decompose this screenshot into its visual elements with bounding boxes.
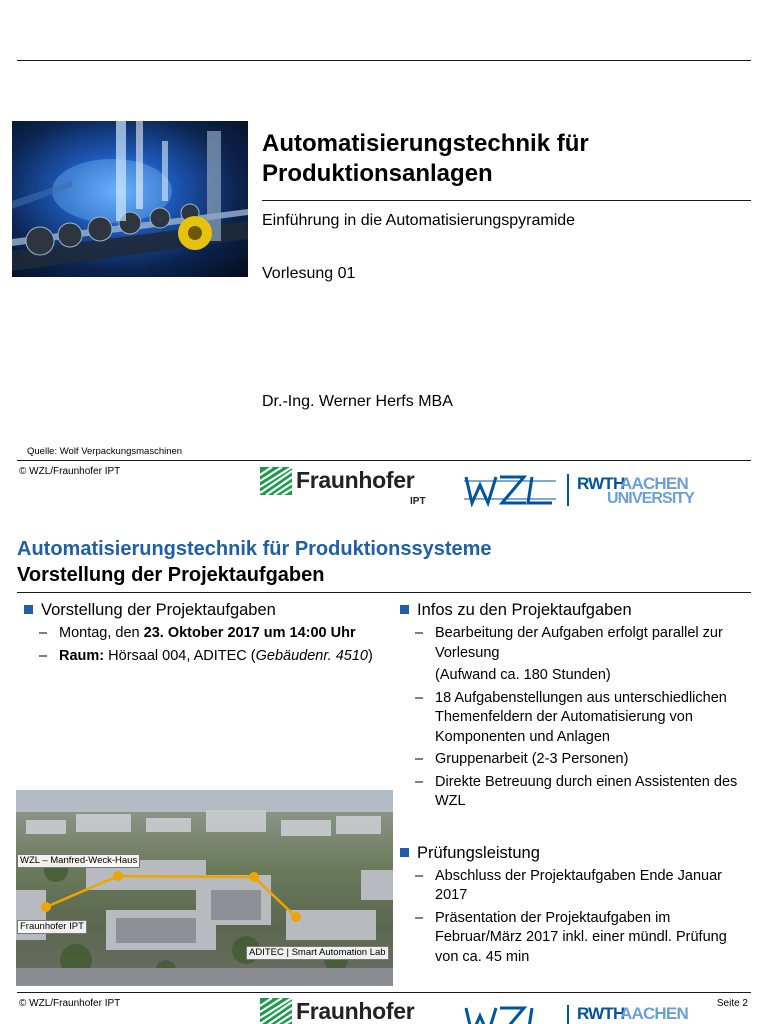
lecture-number: Vorlesung 01 bbox=[262, 265, 356, 282]
list-item: – Präsentation der Projektaufgaben im Februar/März 2017 inkl. einer mündl. Prüfung von ca. 45 min bbox=[415, 909, 727, 965]
wzl-mark-icon bbox=[462, 473, 558, 507]
wzl-logo-2 bbox=[462, 1004, 558, 1024]
list-item: – Abschluss der Projektaufgaben Ende Januar 2017 bbox=[415, 867, 722, 903]
list-item: – Raum: Hörsaal 004, ADITEC (Gebäudenr. 4510) bbox=[39, 647, 373, 664]
machine-illustration bbox=[12, 121, 248, 277]
fraunhofer-logo bbox=[260, 467, 435, 511]
list-item: – Bearbeitung der Aufgaben erfolgt parallel zur Vorlesung bbox=[415, 625, 723, 661]
copyright: © WZL/Fraunhofer IPT bbox=[19, 466, 121, 477]
image-source: Quelle: Wolf Verpackungsmaschinen bbox=[27, 446, 183, 457]
aachen-wordmark: AACHEN bbox=[620, 474, 688, 493]
rwth-logo bbox=[577, 474, 707, 508]
aachen-wordmark: AACHEN bbox=[620, 1004, 688, 1023]
bullet-heading: Infos zu den Projektaufgaben bbox=[398, 600, 748, 620]
ipt-building-label: Fraunhofer IPT bbox=[17, 920, 87, 934]
slide2-copyright: © WZL/Fraunhofer IPT bbox=[19, 998, 121, 1009]
bullet-heading: Prüfungsleistung bbox=[398, 843, 748, 863]
slide1-subtitle: Einführung in die Automatisierungspyramide bbox=[262, 212, 576, 229]
rwth-wordmark: RWTH bbox=[577, 1004, 625, 1023]
slide2-title: Automatisierungstechnik für Produktionssysteme bbox=[17, 538, 492, 560]
rwth-wordmark: RWTH bbox=[577, 474, 625, 493]
list-item-note: (Aufwand ca. 180 Stunden) bbox=[435, 667, 611, 683]
top-rule bbox=[17, 60, 751, 61]
logo-divider bbox=[567, 474, 569, 506]
slide2-subtitle: Vorstellung der Projektaufgaben bbox=[17, 564, 325, 586]
fraunhofer-logo-2 bbox=[260, 998, 435, 1024]
list-item: – Montag, den 23. Oktober 2017 um 14:00 Uhr bbox=[39, 625, 356, 641]
list-item: – 18 Aufgabenstellungen aus unterschiedlichen Themenfeldern der Automatisierung von Komponenten und Anlagen bbox=[415, 689, 727, 745]
author-name: Dr.-Ing. Werner Herfs MBA bbox=[262, 393, 453, 410]
aditec-building-label: ADITEC | Smart Automation Lab bbox=[246, 946, 389, 960]
slide2-footer-rule bbox=[17, 992, 751, 993]
bullet-heading: Vorstellung der Projektaufgaben bbox=[22, 600, 382, 620]
footer-rule bbox=[17, 460, 751, 461]
machine-photo bbox=[12, 121, 248, 277]
wzl-building-label: WZL – Manfred-Weck-Haus bbox=[17, 854, 140, 868]
fraunhofer-mark-icon bbox=[260, 998, 292, 1024]
list-item: – Gruppenarbeit (2-3 Personen) bbox=[415, 751, 629, 767]
page-number: Seite 2 bbox=[716, 998, 748, 1009]
rwth-logo-2 bbox=[577, 1004, 707, 1024]
list-item: – Direkte Betreuung durch einen Assistenten des WZL bbox=[415, 773, 738, 809]
fraunhofer-mark-icon bbox=[260, 467, 292, 495]
wzl-logo bbox=[462, 473, 558, 507]
fraunhofer-unit: IPT bbox=[410, 496, 426, 507]
slide2-title-rule bbox=[17, 592, 751, 593]
campus-aerial-photo bbox=[16, 790, 393, 986]
title-rule bbox=[262, 200, 751, 201]
left-column bbox=[22, 600, 382, 669]
wzl-mark-icon bbox=[462, 1004, 558, 1024]
slide1-title: Automatisierungstechnik für Produktionsanlagen bbox=[262, 130, 589, 187]
right-column bbox=[398, 600, 748, 970]
university-wordmark: UNIVERSITY bbox=[607, 490, 695, 507]
logo-divider-2 bbox=[567, 1005, 569, 1024]
fraunhofer-wordmark: Fraunhofer bbox=[296, 467, 415, 493]
fraunhofer-wordmark: Fraunhofer bbox=[296, 998, 415, 1024]
